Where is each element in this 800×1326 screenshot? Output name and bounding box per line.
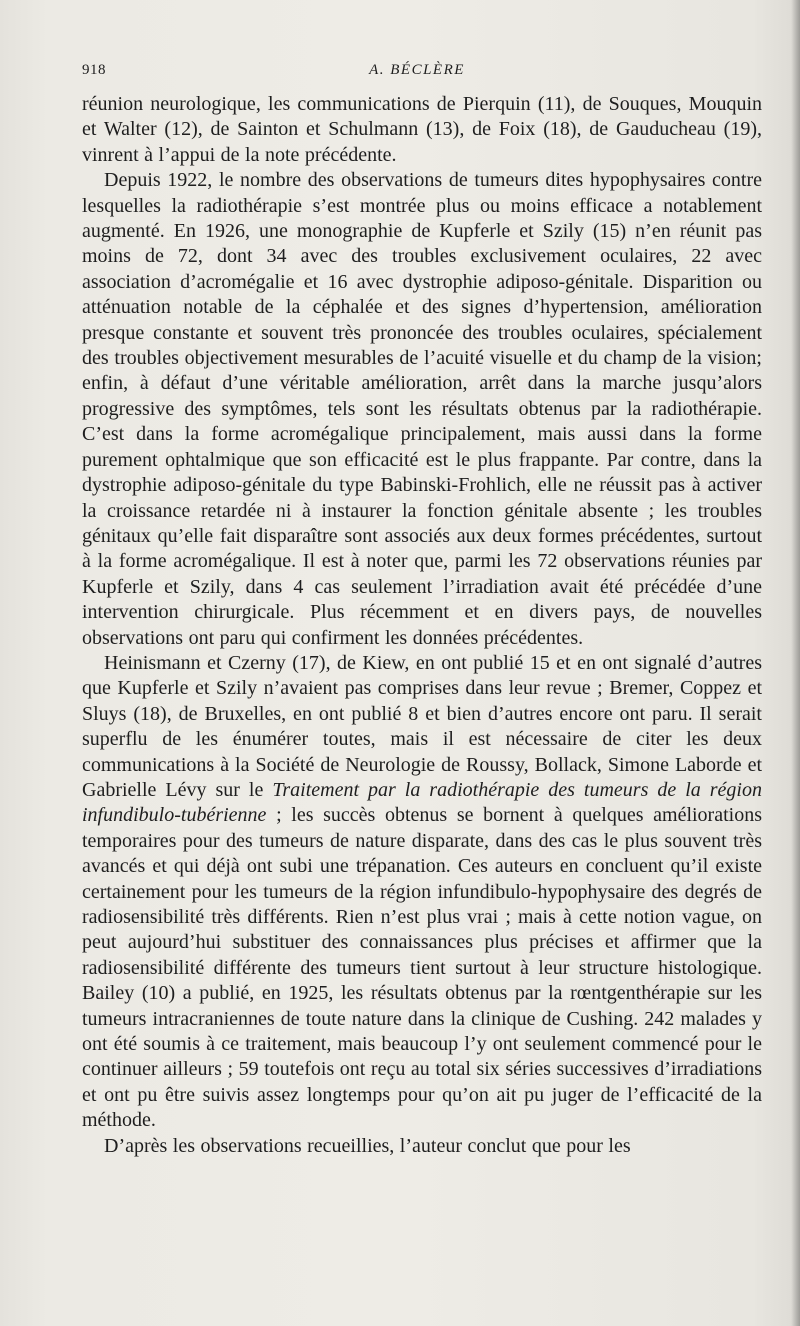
paragraph-observations — [82, 1134, 762, 1159]
paragraph-continuation — [82, 92, 762, 168]
italic-title-run: Traitement par la radiothérapie des tumeurs de la région infundibulo-tubérienne — [82, 778, 762, 827]
text-run: ; les succès obtenus se bornent à quelques améliorations temporaires pour des tumeurs de nature disparate, dans des cas le plus souvent très avancés et qui déjà ont subi une trépanation. Ces auteurs en concluent qu’il existe certainement pour les tumeurs de la région infundibulo-hypophysaire des degrés de radiosensibilité très différents. Rien n’est plus vrai ; mais à cette notion vague, on peut aujourd’hui substituer des connaissances plus précises et affirmer que la radiosensibilité différente des tumeurs tient surtout à leur structure histologique. Bailey (10) a publié, en 1925, les résultats obtenus par la rœntgenthérapie sur les tumeurs intracraniennes de toute nature dans la clinique de Cushing. 242 malades y ont été soumis à ce traitement, mais beaucoup l’y ont seulement commencé pour le continuer ailleurs ; 59 toutefois ont reçu au total six séries successives d’irradiations et ont pu être suivis assez longtemps pour qu’on ait pu juger de l’efficacité de la méthode. — [82, 804, 762, 1132]
running-head: A. BÉCLÈRE — [369, 62, 465, 78]
text-run: D’après les observations recueillies, l’auteur conclut que pour les — [104, 1134, 631, 1157]
paragraph-heinismann — [82, 651, 762, 1134]
page-binding-shadow — [791, 0, 800, 1326]
text-run: Depuis 1922, le nombre des observations de tumeurs dites hypophysaires contre lesquelles la radiothérapie s’est montrée plus ou moins efficace a notablement augmenté. En 1926, une monographie de Kupferle et Szily (15) n’en réunit pas moins de 72, dont 34 avec des troubles exclusivement oculaires, 22 avec association d’acromégalie et 16 avec dystrophie adiposo-génitale. Disparition ou atténuation notable de la céphalée et des signes d’hypertension, amélioration presque constante et souvent très prononcée des troubles oculaires, spécialement des troubles objectivement mesurables de l’acuité visuelle et du champ de la vision; enfin, à défaut d’une véritable amélioration, arrêt dans la marche jusqu’alors progressive des symptômes, tels sont les résultats obtenus par la radiothérapie. C’est dans la forme acromégalique principalement, mais aussi dans la forme purement ophtalmique que son efficacité est le plus frappante. Par contre, dans la dystrophie adiposo-génitale du type Babinski-Frohlich, elle ne réussit pas à activer la croissance retardée ni à instaurer la fonction génitale absente ; les troubles génitaux qu’elle fait disparaître sont associés aux deux formes précédentes, surtout à la forme acromégalique. Il est à noter que, parmi les 72 observations réunies par Kupferle et Szily, dans 4 cas seulement l’irradiation avait été précédée d’une intervention chirurgicale. Plus récemment et en divers pays, de nouvelles observations ont paru qui confirment les données précédentes. — [82, 169, 762, 649]
text-run: réunion neurologique, les communications de Pierquin (11), de Souques, Mouquin et Walter (12), de Sainton et Schulmann (13), de Foix (18), de Gauducheau (19), vinrent à l’appui de la note précédente. — [82, 93, 762, 166]
page-number: 918 — [82, 62, 106, 78]
page-header — [82, 62, 752, 86]
body-text — [82, 92, 762, 1159]
paragraph-hypophysaires — [82, 168, 762, 651]
text-run: Heinismann et Czerny (17), de Kiew, en ont publié 15 et en ont signalé d’autres que Kupferle et Szily n’avaient pas comprises dans leur revue ; Bremer, Coppez et Sluys (18), de Bruxelles, en ont publié 8 et bien d’autres encore ont paru. Il serait superflu de les énumérer toutes, mais il est nécessaire de citer les deux communications à la Société de Neurologie de Roussy, Bollack, Simone Laborde et Gabrielle Lévy sur le — [82, 651, 762, 801]
